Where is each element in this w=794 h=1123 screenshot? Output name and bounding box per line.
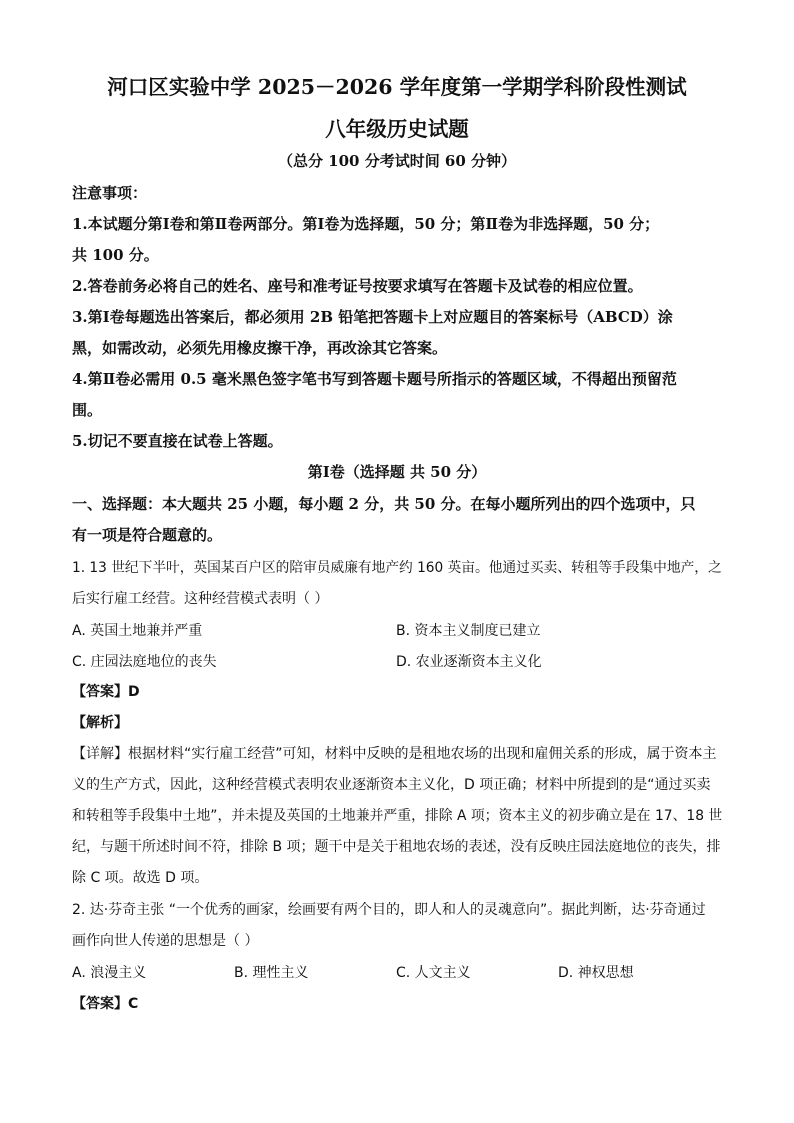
- exam-note: （总分 100 分考试时间 60 分钟）: [277, 152, 517, 170]
- q1-option-d: D. 农业逐渐资本主义化: [396, 654, 542, 670]
- notice-line: 5.切记不要直接在试卷上答题。: [72, 432, 283, 450]
- question-2-stem: 画作向世人传递的思想是（ ）: [72, 933, 259, 949]
- question-1-stem: 1. 13 世纪下半叶，英国某百户区的陪审员威廉有地产约 160 英亩。他通过买卖、转租等手段集中地产，之: [72, 560, 722, 576]
- q1-detail: 【详解】根据材料“实行雇工经营”可知，材料中反映的是租地农场的出现和雇佣关系的形成，属于资本主: [72, 746, 717, 762]
- notice-line: 共 100 分。: [72, 246, 159, 264]
- q2-option-d: D. 神权思想: [558, 965, 634, 981]
- notice-line: 围。: [72, 401, 103, 419]
- notice-line: 3.第Ⅰ卷每题选出答案后，都必须用 2B 铅笔把答题卡上对应题目的答案标号（ABCD）涂: [72, 308, 673, 326]
- notice-line: 4.第Ⅱ卷必需用 0.5 毫米黑色签字笔书写到答题卡题号所指示的答题区域，不得超出预留范: [72, 370, 677, 388]
- q2-option-b: B. 理性主义: [234, 965, 309, 981]
- q1-option-b: B. 资本主义制度已建立: [396, 623, 541, 639]
- section-intro: 有一项是符合题意的。: [72, 526, 223, 544]
- q1-option-a: A. 英国土地兼并严重: [72, 623, 203, 639]
- q1-analysis: 【解析】: [72, 715, 128, 731]
- q2-answer: 【答案】C: [72, 996, 139, 1012]
- section-title: 第Ⅰ卷（选择题 共 50 分）: [307, 463, 487, 481]
- exam-subtitle: 八年级历史试题: [325, 117, 469, 141]
- exam-title: 河口区实验中学 2025－2026 学年度第一学期学科阶段性测试: [107, 75, 687, 99]
- q1-detail: 纪，与题干所述时间不符，排除 B 项；题干中是关于租地农场的表述，没有反映庄园法庭地位的丧失，排: [72, 839, 721, 855]
- question-1-stem: 后实行雇工经营。这种经营模式表明（ ）: [72, 591, 329, 607]
- q2-option-a: A. 浪漫主义: [72, 965, 147, 981]
- section-intro: 一、选择题：本大题共 25 小题，每小题 2 分，共 50 分。在每小题所列出的四个选项中，只: [72, 495, 696, 513]
- q2-option-c: C. 人文主义: [396, 965, 471, 981]
- q1-detail: 义的生产方式，因此，这种经营模式表明农业逐渐资本主义化，D 项正确；材料中所提到的是“通过买卖: [72, 777, 711, 793]
- notice-line: 1.本试题分第Ⅰ卷和第Ⅱ卷两部分。第Ⅰ卷为选择题，50 分；第Ⅱ卷为非选择题，50 分；: [72, 215, 660, 233]
- q1-option-c: C. 庄园法庭地位的丧失: [72, 654, 217, 670]
- q1-detail: 和转租等手段集中土地”，并未提及英国的土地兼并严重，排除 A 项；资本主义的初步确立是在 17、18 世: [72, 808, 723, 824]
- notice-heading: 注意事项：: [72, 184, 148, 202]
- notice-line: 黑，如需改动，必须先用橡皮擦干净，再改涂其它答案。: [72, 339, 448, 357]
- q1-detail: 除 C 项。故选 D 项。: [72, 870, 209, 886]
- question-2-stem: 2. 达·芬奇主张 “一个优秀的画家，绘画要有两个目的，即人和人的灵魂意向”。据此判断，达·芬奇通过: [72, 902, 706, 918]
- q1-answer: 【答案】D: [72, 684, 140, 700]
- notice-line: 2.答卷前务必将自己的姓名、座号和准考证号按要求填写在答题卡及试卷的相应位置。: [72, 277, 643, 295]
